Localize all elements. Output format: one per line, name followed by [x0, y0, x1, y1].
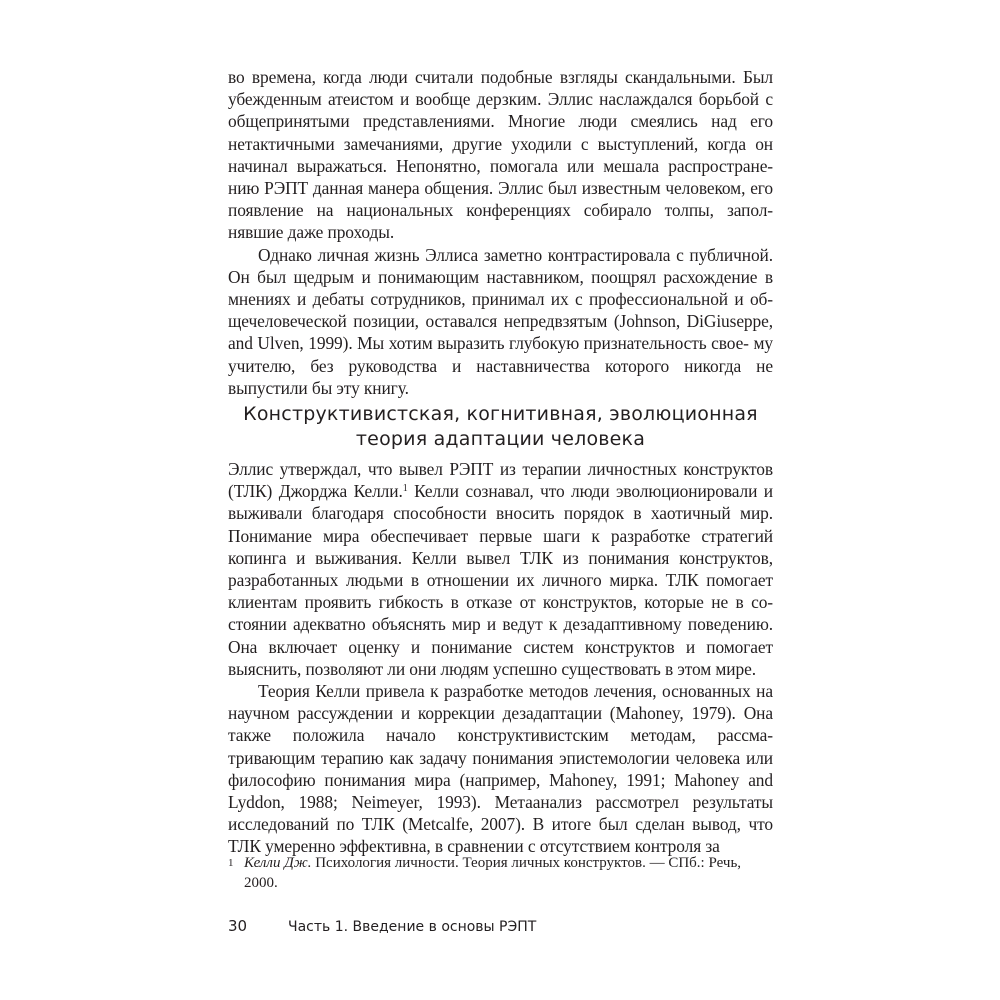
footnote-mark: 1: [228, 857, 234, 869]
heading-line-1: Конструктивистская, когнитивная, эволюционная: [243, 403, 758, 425]
text-line: нетактичными замечаниями, другие уходили с выступлений, когда он: [228, 133, 773, 154]
text-line: Келли сознавал, что люди эволюционировали: [407, 481, 758, 502]
text-line: во времена, когда люди считали подобные взгляды скандальными. Был: [228, 67, 773, 87]
section-heading: [228, 402, 773, 452]
text-line: с общепринятыми представлениями. Многие люди смеялись над его: [228, 89, 773, 132]
text-line: Она включает оценку и понимание систем конструктов и помогает: [228, 636, 773, 657]
text-line: му учителю, без руководства и наставничества которого никогда не: [228, 333, 774, 376]
text-block-top: [228, 66, 773, 399]
footnote-text-line-2: 2000.: [244, 875, 278, 891]
text-line: Теория Келли привела к разработке методов лечения, основанных: [258, 681, 751, 702]
text-line: и выживали благодаря способности вносить порядок в хаотичный мир.: [228, 481, 773, 524]
footnote-author: Келли Дж.: [244, 855, 312, 871]
text-line: копинга и выживания. Келли вывел ТЛК из понимания конструктов,: [228, 547, 773, 568]
paragraph-3: [228, 458, 773, 680]
text-line: или философию понимания мира (например, Mahoney, 1991; Mahoney: [228, 747, 774, 790]
text-line: убежденным атеистом и вообще дерзким. Эллис наслаждался борьбой: [228, 89, 760, 110]
text-line: клиентам проявить гибкость в отказе от конструктов, которые не в со-: [228, 592, 773, 613]
text-line: нию РЭПТ данная манера общения. Эллис был известным человеком,: [228, 178, 746, 199]
page-number: 30: [228, 917, 248, 935]
paragraph-1: [228, 66, 773, 244]
text-line: разработанных людьми в отношении их личного мирка. ТЛК помогает: [228, 570, 773, 591]
text-line: начинал выражаться. Непонятно, помогала или мешала распростране-: [228, 155, 773, 176]
text-line: на научном рассуждении и коррекции дезадаптации (Mahoney, 1979).: [228, 681, 773, 724]
text-line: Она также положила начало конструктивистским методам, рассма-: [228, 703, 773, 746]
footnote-body: [244, 853, 773, 893]
text-block-bottom: [228, 458, 773, 858]
text-line: выпустили бы эту книгу.: [228, 377, 409, 398]
text-line: Он был щедрым и понимающим наставником, поощрял расхождение: [228, 266, 758, 287]
footnote-text: Психология личности. Теория личных конструктов. — СПб.: Речь,: [311, 855, 742, 871]
text-line: and Lyddon, 1988; Neimeyer, 1993). Метаанализ рассмотрел результаты: [228, 769, 773, 813]
text-line: тривающим терапию как задачу понимания эпистемологии человека: [228, 747, 741, 768]
running-title: Часть 1. Введение в основы РЭПТ: [288, 919, 537, 935]
page-footer: [228, 917, 536, 936]
paragraph-4: [228, 680, 773, 858]
paragraph-2: [228, 244, 773, 399]
text-line: выяснить, позволяют ли они людям успешно существовать в этом мире.: [228, 658, 756, 679]
text-line: (ТЛК) Джорджа Келли.: [228, 481, 403, 502]
text-line: исследований по ТЛК (Metcalfe, 2007). В итоге был сделан вывод, что: [228, 814, 773, 835]
text-line: ТЛК умеренно эффективна, в сравнении с отсутствием контроля за: [228, 836, 720, 857]
text-line: and Ulven, 1999). Мы хотим выразить глубокую признательность свое-: [228, 333, 749, 354]
heading-line-2: теория адаптации человека: [355, 428, 646, 450]
text-line: Понимание мира обеспечивает первые шаги к разработке стратегий: [228, 525, 773, 546]
text-line: Эллис утверждал, что вывел РЭПТ из терапии личностных конструктов: [228, 459, 773, 479]
text-line: его появление на национальных конференциях собирало толпы, запол-: [228, 178, 774, 221]
text-line: нявшие даже проходы.: [228, 222, 395, 243]
text-line: стоянии адекватно объяснять мир и ведут к дезадаптивному поведению.: [228, 614, 773, 635]
footnote-reference[interactable]: 1: [402, 483, 408, 495]
footnote: [228, 853, 773, 893]
text-line: щечеловеческой позиции, оставался непредвзятым (Johnson, DiGiuseppe,: [228, 311, 773, 332]
text-line: Однако личная жизнь Эллиса заметно контрастировала с публичной.: [258, 244, 773, 265]
text-line: в мнениях и дебаты сотрудников, принимал их с профессиональной и об-: [228, 266, 773, 310]
